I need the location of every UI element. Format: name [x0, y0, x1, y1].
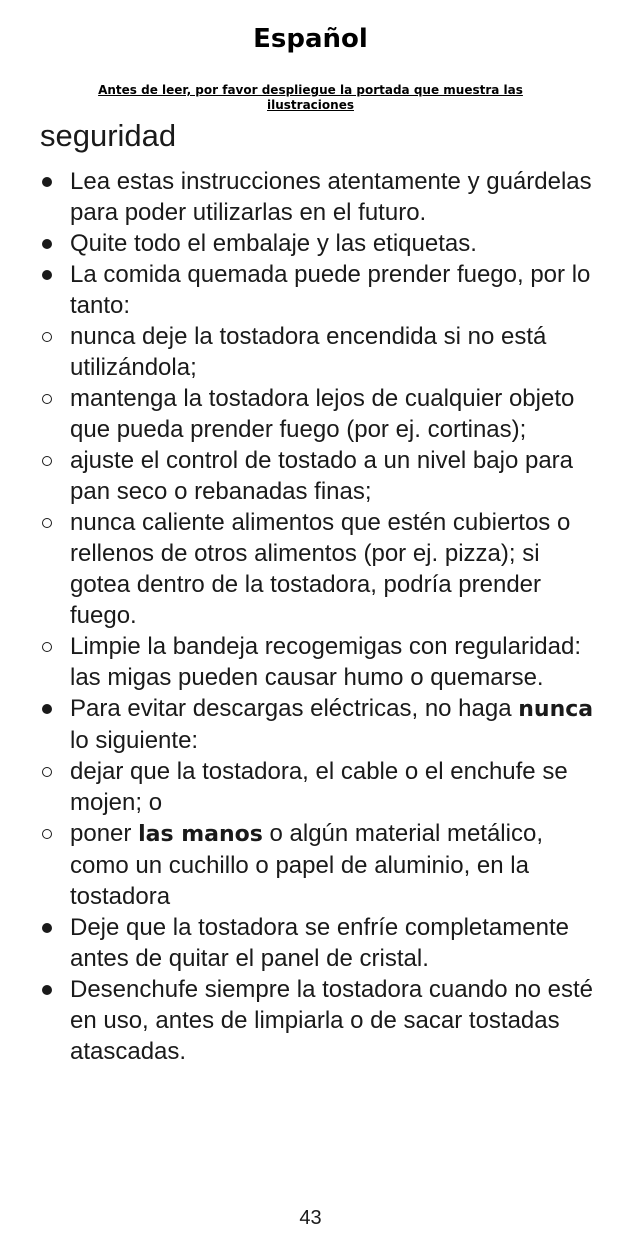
- safety-list: [40, 166, 600, 1067]
- list-item-text: Quite todo el embalaje y las etiquetas.: [70, 230, 477, 257]
- bullet-dot-icon: [40, 912, 64, 943]
- list-item: [40, 693, 600, 756]
- bullet-dot-icon: [40, 228, 64, 259]
- list-item: [40, 321, 600, 383]
- list-item-text: Limpie la bandeja recogemigas con regularidad: las migas pueden causar humo o quemarse.: [70, 633, 581, 691]
- bullet-circle-icon: [40, 383, 64, 414]
- list-item-text: ajuste el control de tostado a un nivel bajo para pan seco o rebanadas finas;: [70, 447, 574, 505]
- list-item: [40, 631, 600, 693]
- list-item: [40, 912, 600, 974]
- list-item: [40, 228, 600, 259]
- list-item-text: nunca deje la tostadora encendida si no está utilizándola;: [70, 323, 547, 381]
- list-item: [40, 756, 600, 818]
- list-item-emphasis: las manos: [138, 822, 263, 847]
- list-item-text: mantenga la tostadora lejos de cualquier objeto que pueda prender fuego (por ej. cortinas);: [70, 385, 575, 443]
- list-item-text: Lea estas instrucciones atentamente y guárdelas para poder utilizarlas en el futuro.: [70, 168, 592, 226]
- page-number: 43: [299, 1207, 322, 1229]
- bullet-circle-icon: [40, 818, 64, 849]
- bullet-dot-icon: [40, 693, 64, 724]
- bullet-circle-icon: [40, 507, 64, 538]
- bullet-dot-icon: [40, 166, 64, 197]
- list-item: [40, 166, 600, 228]
- bullet-dot-icon: [40, 259, 64, 290]
- list-item-text: poner: [70, 820, 139, 847]
- list-item: [40, 974, 600, 1067]
- page-subtitle: Antes de leer, por favor despliegue la portada que muestra las ilustraciones: [98, 83, 523, 112]
- bullet-circle-icon: [40, 445, 64, 476]
- list-item: [40, 507, 600, 631]
- list-item-text: nunca caliente alimentos que estén cubiertos o rellenos de otros alimentos (por ej. pizza); si gotea dentro de la tostadora, podría prender fuego.: [70, 509, 571, 629]
- list-item-text: dejar que la tostadora, el cable o el enchufe se mojen; o: [70, 758, 568, 816]
- list-item-text: Para evitar descargas eléctricas, no haga: [70, 695, 519, 722]
- section-title: seguridad: [40, 118, 177, 153]
- list-item-emphasis: nunca: [518, 697, 594, 722]
- list-item-text: Deje que la tostadora se enfríe completamente antes de quitar el panel de cristal.: [70, 914, 569, 972]
- list-item-text: Desenchufe siempre la tostadora cuando no esté en uso, antes de limpiarla o de sacar tostadas atascadas.: [70, 976, 593, 1065]
- bullet-circle-icon: [40, 631, 64, 662]
- list-item: [40, 259, 600, 321]
- list-item-text: o algún material metálico, como un cuchillo o papel de aluminio, en la tostadora: [70, 820, 543, 910]
- list-item: [40, 445, 600, 507]
- page-title: Español: [253, 24, 368, 54]
- list-item: [40, 818, 600, 912]
- bullet-dot-icon: [40, 974, 64, 1005]
- list-item-text: La comida quemada puede prender fuego, por lo tanto:: [70, 261, 591, 319]
- list-item: [40, 383, 600, 445]
- bullet-circle-icon: [40, 756, 64, 787]
- bullet-circle-icon: [40, 321, 64, 352]
- list-item-text: lo siguiente:: [70, 727, 199, 754]
